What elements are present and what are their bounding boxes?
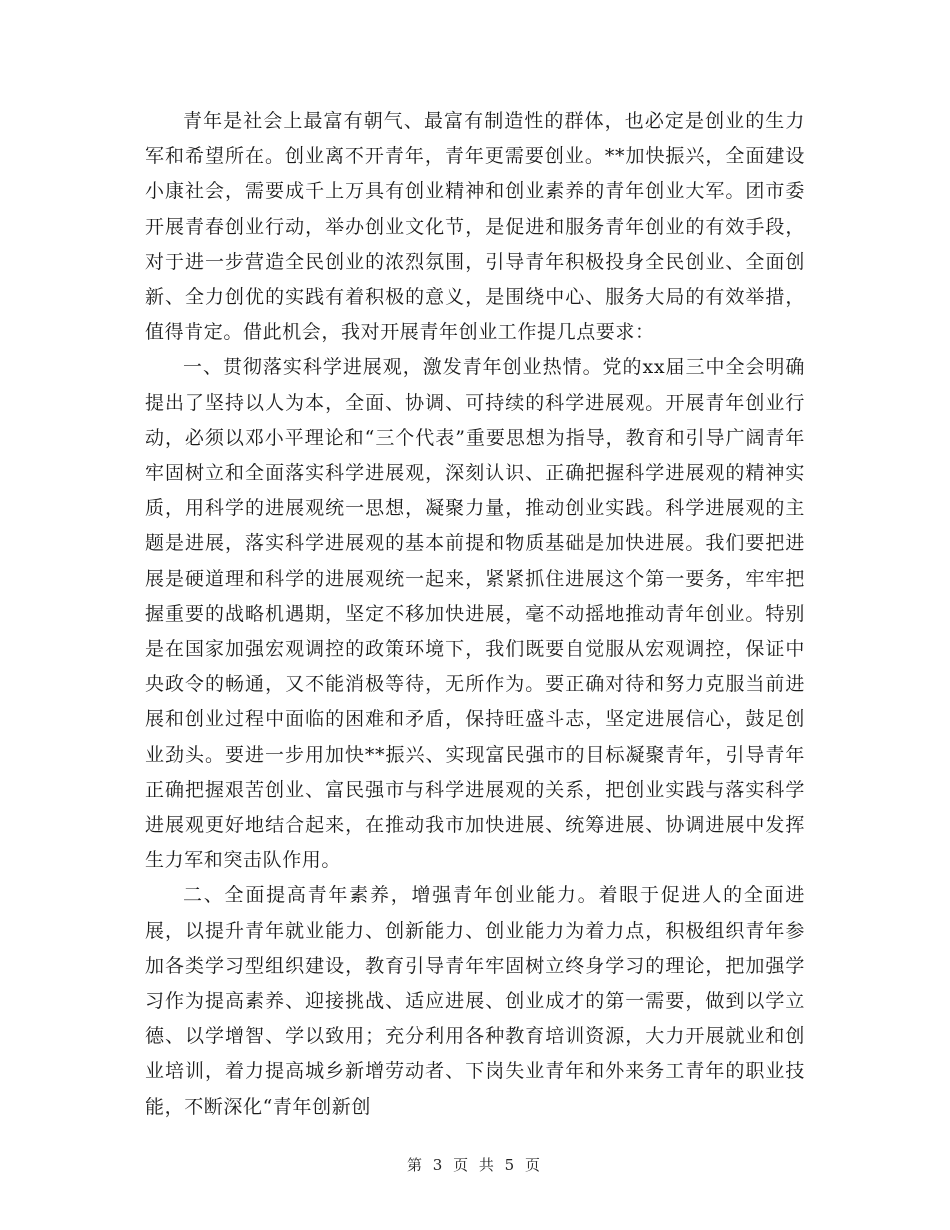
page-footer: 第 3 页 共 5 页 [407, 1156, 543, 1174]
document-body [145, 104, 805, 1125]
paragraph-point-one: 一、贯彻落实科学进展观，激发青年创业热情。党的xx届三中全会明确提出了坚持以人为本，全面、协调、可持续的科学进展观。开展青年创业行动，必须以邓小平理论和“三个代表”重要思想为指导，教育和引导广阔青年牢固树立和全面落实科学进展观，深刻认识、正确把握科学进展观的精神实质，用科学的进展观统一思想，凝聚力量，推动创业实践。科学进展观的主题是进展，落实科学进展观的基本前提和物质基础是加快进展。我们要把进展是硬道理和科学的进展观统一起来，紧紧抓住进展这个第一要务，牢牢把握重要的战略机遇期，坚定不移加快进展，毫不动摇地推动青年创业。特别是在国家加强宏观调控的政策环境下，我们既要自觉服从宏观调控，保证中央政令的畅通，又不能消极等待，无所作为。要正确对待和努力克服当前进展和创业过程中面临的困难和矛盾，保持旺盛斗志，坚定进展信心，鼓足创业劲头。要进一步用加快**振兴、实现富民强市的目标凝聚青年，引导青年正确把握艰苦创业、富民强市与科学进展观的关系，把创业实践与落实科学进展观更好地结合起来，在推动我市加快进展、统筹进展、协调进展中发挥生力军和突击队作用。 [145, 356, 805, 872]
paragraph-intro: 青年是社会上最富有朝气、最富有制造性的群体，也必定是创业的生力军和希望所在。创业离不开青年，青年更需要创业。**加快振兴，全面建设小康社会，需要成千上万具有创业精神和创业素养的青年创业大军。团市委开展青春创业行动，举办创业文化节，是促进和服务青年创业的有效手段，对于进一步营造全民创业的浓烈氛围，引导青年积极投身全民创业、全面创新、全力创优的实践有着积极的意义，是围绕中心、服务大局的有效举措，值得肯定。借此机会，我对开展青年创业工作提几点要求： [145, 110, 805, 344]
paragraph-point-two: 二、全面提高青年素养，增强青年创业能力。着眼于促进人的全面进展，以提升青年就业能力、创新能力、创业能力为着力点，积极组织青年参加各类学习型组织建设，教育引导青年牢固树立终身学习的理论，把加强学习作为提高素养、迎接挑战、适应进展、创业成才的第一需要，做到以学立德、以学增智、学以致用；充分利用各种教育培训资源，大力开展就业和创业培训，着力提高城乡新增劳动者、下岗失业青年和外来务工青年的职业技能，不断深化“青年创新创 [145, 884, 805, 1118]
